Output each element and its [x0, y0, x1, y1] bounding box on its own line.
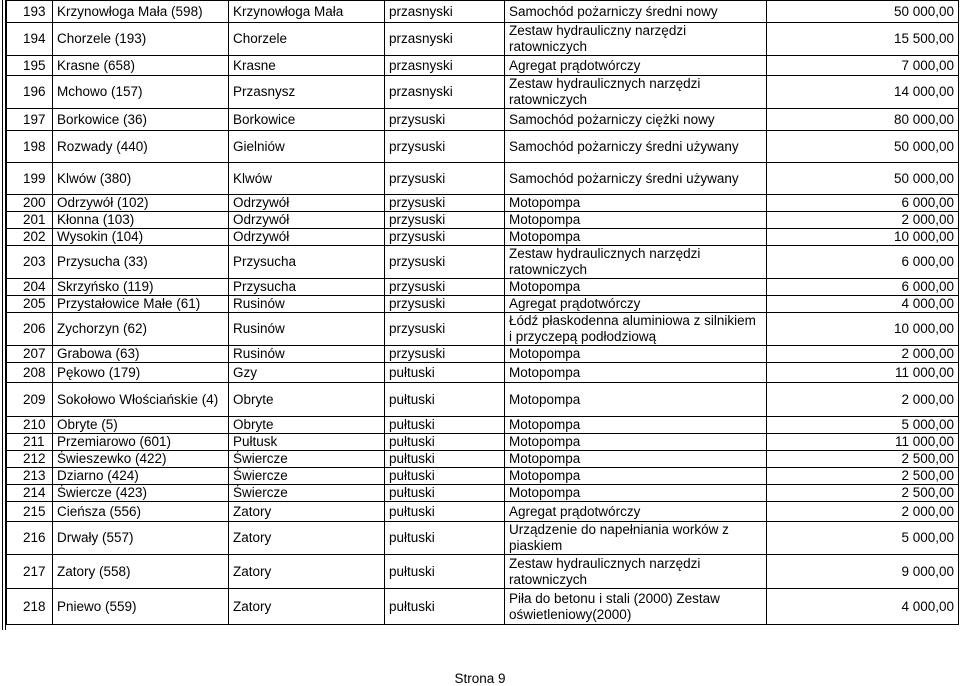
- amount-cell: 2 500,00: [767, 451, 959, 468]
- district-cell: pułtuski: [385, 485, 505, 502]
- item-cell: Zestaw hydraulicznych narzędzi ratowniczych: [505, 76, 767, 109]
- item-cell: Motopompa: [505, 212, 767, 229]
- village-cell: Drwały (557): [53, 522, 229, 555]
- amount-cell: 10 000,00: [767, 229, 959, 246]
- village-cell: Świeszewko (422): [53, 451, 229, 468]
- page-number: Strona 9: [454, 671, 506, 686]
- item-cell: Zestaw hydraulicznych narzędzi ratowniczych: [505, 555, 767, 589]
- commune-cell: Pułtusk: [229, 434, 385, 451]
- amount-cell: 6 000,00: [767, 279, 959, 296]
- village-cell: Przysucha (33): [53, 246, 229, 279]
- village-cell: Kłonna (103): [53, 212, 229, 229]
- amount-cell: 5 000,00: [767, 417, 959, 434]
- table-row: [7, 131, 959, 163]
- district-cell: przysuski: [385, 131, 505, 163]
- row-number-cell: 211: [7, 434, 53, 451]
- table-row: [7, 279, 959, 296]
- row-number-cell: 215: [7, 502, 53, 522]
- district-cell: przysuski: [385, 346, 505, 363]
- village-cell: Krasne (658): [53, 56, 229, 76]
- item-cell: Agregat prądotwórczy: [505, 56, 767, 76]
- amount-cell: 50 000,00: [767, 1, 959, 23]
- village-cell: Odrzywół (102): [53, 195, 229, 212]
- item-cell: Zestaw hydrauliczny narzędzi ratowniczych: [505, 23, 767, 56]
- village-cell: Borkowice (36): [53, 109, 229, 131]
- commune-cell: Zatory: [229, 502, 385, 522]
- item-cell: Motopompa: [505, 363, 767, 383]
- amount-cell: 4 000,00: [767, 296, 959, 313]
- table-row: [7, 468, 959, 485]
- district-cell: pułtuski: [385, 589, 505, 625]
- amount-cell: 2 000,00: [767, 212, 959, 229]
- commune-cell: Przasnysz: [229, 76, 385, 109]
- table-row: [7, 522, 959, 555]
- row-number-cell: 206: [7, 313, 53, 346]
- village-cell: Świercze (423): [53, 485, 229, 502]
- commune-cell: Klwów: [229, 163, 385, 195]
- item-cell: Motopompa: [505, 485, 767, 502]
- item-cell: Piła do betonu i stali (2000) Zestaw oświetleniowy(2000): [505, 589, 767, 625]
- village-cell: Klwów (380): [53, 163, 229, 195]
- village-cell: Skrzyńsko (119): [53, 279, 229, 296]
- village-cell: Pniewo (559): [53, 589, 229, 625]
- row-number-cell: 208: [7, 363, 53, 383]
- commune-cell: Zatory: [229, 589, 385, 625]
- commune-cell: Krasne: [229, 56, 385, 76]
- table-row: [7, 451, 959, 468]
- amount-cell: 5 000,00: [767, 522, 959, 555]
- equipment-table: [6, 0, 959, 625]
- table-row: [7, 417, 959, 434]
- item-cell: Motopompa: [505, 434, 767, 451]
- row-number-cell: 218: [7, 589, 53, 625]
- village-cell: Grabowa (63): [53, 346, 229, 363]
- village-cell: Zychorzyn (62): [53, 313, 229, 346]
- district-cell: przysuski: [385, 296, 505, 313]
- commune-cell: Świercze: [229, 451, 385, 468]
- amount-cell: 2 000,00: [767, 346, 959, 363]
- table-row: [7, 246, 959, 279]
- village-cell: Wysokin (104): [53, 229, 229, 246]
- commune-cell: Obryte: [229, 417, 385, 434]
- amount-cell: 10 000,00: [767, 313, 959, 346]
- commune-cell: Przysucha: [229, 279, 385, 296]
- table-row: [7, 502, 959, 522]
- amount-cell: 6 000,00: [767, 195, 959, 212]
- commune-cell: Świercze: [229, 468, 385, 485]
- row-number-cell: 205: [7, 296, 53, 313]
- table-row: [7, 76, 959, 109]
- row-number-cell: 213: [7, 468, 53, 485]
- district-cell: przysuski: [385, 279, 505, 296]
- amount-cell: 80 000,00: [767, 109, 959, 131]
- table-row: [7, 23, 959, 56]
- table-row: [7, 212, 959, 229]
- table-row: [7, 163, 959, 195]
- commune-cell: Odrzywół: [229, 212, 385, 229]
- district-cell: przasnyski: [385, 76, 505, 109]
- amount-cell: 11 000,00: [767, 434, 959, 451]
- commune-cell: Chorzele: [229, 23, 385, 56]
- amount-cell: 2 500,00: [767, 485, 959, 502]
- commune-cell: Krzynowłoga Mała: [229, 1, 385, 23]
- item-cell: Motopompa: [505, 468, 767, 485]
- village-cell: Sokołowo Włościańskie (4): [53, 383, 229, 417]
- village-cell: Pękowo (179): [53, 363, 229, 383]
- district-cell: pułtuski: [385, 502, 505, 522]
- village-cell: Zatory (558): [53, 555, 229, 589]
- village-cell: Dziarno (424): [53, 468, 229, 485]
- amount-cell: 6 000,00: [767, 246, 959, 279]
- row-number-cell: 194: [7, 23, 53, 56]
- item-cell: Motopompa: [505, 195, 767, 212]
- table-row: [7, 346, 959, 363]
- amount-cell: 2 000,00: [767, 502, 959, 522]
- district-cell: pułtuski: [385, 468, 505, 485]
- district-cell: pułtuski: [385, 417, 505, 434]
- district-cell: przysuski: [385, 195, 505, 212]
- amount-cell: 2 000,00: [767, 383, 959, 417]
- item-cell: Motopompa: [505, 279, 767, 296]
- table-row: [7, 383, 959, 417]
- village-cell: Cieńsza (556): [53, 502, 229, 522]
- village-cell: Mchowo (157): [53, 76, 229, 109]
- item-cell: Samochód pożarniczy średni nowy: [505, 1, 767, 23]
- table-row: [7, 1, 959, 23]
- table-row: [7, 56, 959, 76]
- commune-cell: Świercze: [229, 485, 385, 502]
- row-number-cell: 212: [7, 451, 53, 468]
- row-number-cell: 210: [7, 417, 53, 434]
- item-cell: Motopompa: [505, 451, 767, 468]
- row-number-cell: 202: [7, 229, 53, 246]
- amount-cell: 14 000,00: [767, 76, 959, 109]
- amount-cell: 50 000,00: [767, 131, 959, 163]
- amount-cell: 50 000,00: [767, 163, 959, 195]
- amount-cell: 7 000,00: [767, 56, 959, 76]
- amount-cell: 11 000,00: [767, 363, 959, 383]
- commune-cell: Obryte: [229, 383, 385, 417]
- row-number-cell: 214: [7, 485, 53, 502]
- district-cell: przysuski: [385, 313, 505, 346]
- district-cell: przysuski: [385, 109, 505, 131]
- commune-cell: Odrzywół: [229, 229, 385, 246]
- row-number-cell: 193: [7, 1, 53, 23]
- table-row: [7, 485, 959, 502]
- district-cell: przysuski: [385, 163, 505, 195]
- item-cell: Łódź płaskodenna aluminiowa z silnikiem i przyczepą podłodziową: [505, 313, 767, 346]
- district-cell: pułtuski: [385, 434, 505, 451]
- village-cell: Przemiarowo (601): [53, 434, 229, 451]
- commune-cell: Zatory: [229, 522, 385, 555]
- table-body: [7, 1, 959, 625]
- district-cell: przysuski: [385, 229, 505, 246]
- amount-cell: 9 000,00: [767, 555, 959, 589]
- table-row: [7, 296, 959, 313]
- commune-cell: Rusinów: [229, 346, 385, 363]
- table-row: [7, 313, 959, 346]
- row-number-cell: 204: [7, 279, 53, 296]
- district-cell: przysuski: [385, 246, 505, 279]
- district-cell: pułtuski: [385, 522, 505, 555]
- district-cell: pułtuski: [385, 555, 505, 589]
- table-row: [7, 195, 959, 212]
- district-cell: przasnyski: [385, 56, 505, 76]
- district-cell: przasnyski: [385, 23, 505, 56]
- item-cell: Zestaw hydraulicznych narzędzi ratowniczych: [505, 246, 767, 279]
- village-cell: Chorzele (193): [53, 23, 229, 56]
- item-cell: Motopompa: [505, 346, 767, 363]
- row-number-cell: 200: [7, 195, 53, 212]
- commune-cell: Gielniów: [229, 131, 385, 163]
- item-cell: Urządzenie do napełniania worków z piaskiem: [505, 522, 767, 555]
- table-row: [7, 363, 959, 383]
- district-cell: pułtuski: [385, 383, 505, 417]
- row-number-cell: 199: [7, 163, 53, 195]
- row-number-cell: 198: [7, 131, 53, 163]
- commune-cell: Borkowice: [229, 109, 385, 131]
- row-number-cell: 209: [7, 383, 53, 417]
- commune-cell: Przysucha: [229, 246, 385, 279]
- row-number-cell: 196: [7, 76, 53, 109]
- row-number-cell: 203: [7, 246, 53, 279]
- table-row: [7, 555, 959, 589]
- item-cell: Motopompa: [505, 417, 767, 434]
- district-cell: przysuski: [385, 212, 505, 229]
- item-cell: Samochód pożarniczy ciężki nowy: [505, 109, 767, 131]
- table-row: [7, 109, 959, 131]
- commune-cell: Rusinów: [229, 296, 385, 313]
- district-cell: pułtuski: [385, 363, 505, 383]
- amount-cell: 2 500,00: [767, 468, 959, 485]
- district-cell: pułtuski: [385, 451, 505, 468]
- item-cell: Agregat prądotwórczy: [505, 502, 767, 522]
- commune-cell: Rusinów: [229, 313, 385, 346]
- row-number-cell: 216: [7, 522, 53, 555]
- table-row: [7, 434, 959, 451]
- village-cell: Obryte (5): [53, 417, 229, 434]
- commune-cell: Gzy: [229, 363, 385, 383]
- district-cell: przasnyski: [385, 1, 505, 23]
- row-number-cell: 195: [7, 56, 53, 76]
- item-cell: Agregat prądotwórczy: [505, 296, 767, 313]
- item-cell: Samochód pożarniczy średni używany: [505, 131, 767, 163]
- village-cell: Rozwady (440): [53, 131, 229, 163]
- amount-cell: 15 500,00: [767, 23, 959, 56]
- village-cell: Krzynowłoga Mała (598): [53, 1, 229, 23]
- row-number-cell: 201: [7, 212, 53, 229]
- item-cell: Motopompa: [505, 383, 767, 417]
- table-row: [7, 589, 959, 625]
- item-cell: Samochód pożarniczy średni używany: [505, 163, 767, 195]
- item-cell: Motopompa: [505, 229, 767, 246]
- row-number-cell: 207: [7, 346, 53, 363]
- village-cell: Przystałowice Małe (61): [53, 296, 229, 313]
- row-number-cell: 217: [7, 555, 53, 589]
- table-row: [7, 229, 959, 246]
- commune-cell: Odrzywół: [229, 195, 385, 212]
- commune-cell: Zatory: [229, 555, 385, 589]
- row-number-cell: 197: [7, 109, 53, 131]
- amount-cell: 4 000,00: [767, 589, 959, 625]
